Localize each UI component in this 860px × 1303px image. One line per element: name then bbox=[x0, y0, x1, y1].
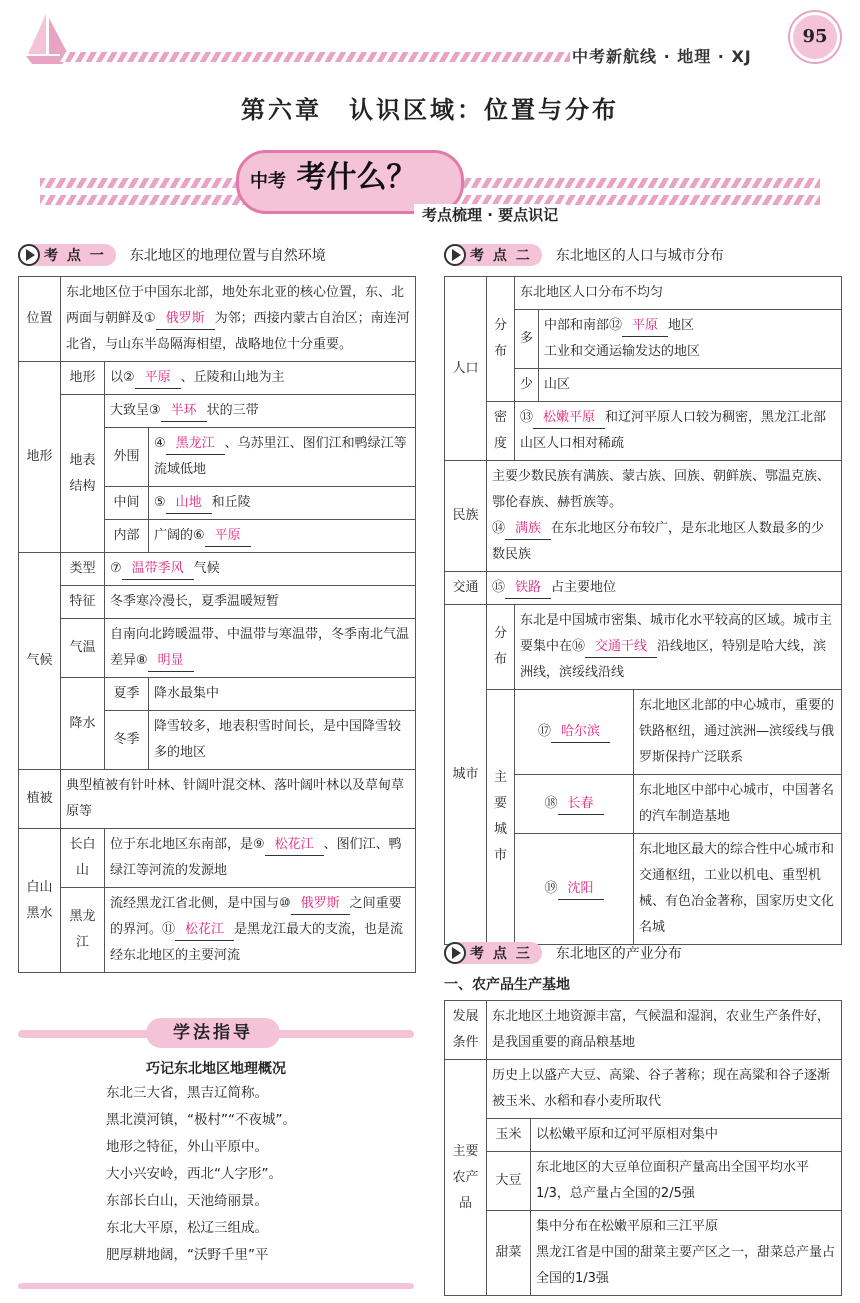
answer-blank: 俄罗斯 bbox=[156, 309, 215, 330]
answer-blank: 满族 bbox=[505, 519, 551, 540]
cell-text: 黑龙江省是中国的甜菜主要产区之一，甜菜总产量占全国的1/3强 bbox=[536, 1245, 836, 1286]
table-row bbox=[445, 402, 842, 461]
cell-text: 集中分布在松嫩平原和三江平原 bbox=[536, 1219, 719, 1234]
cell-text: 和辽河平原人口较为稠密，黑龙江北部山区人口相对稀疏 bbox=[520, 410, 827, 451]
play-icon bbox=[444, 942, 466, 964]
table-row bbox=[445, 1060, 842, 1119]
section2-pill bbox=[444, 244, 542, 266]
beet-label: 甜菜 bbox=[487, 1211, 531, 1296]
soy-label: 大豆 bbox=[487, 1152, 531, 1211]
poem-line: 大小兴安岭，西北“人字形”。 bbox=[106, 1166, 282, 1182]
section3-pill bbox=[444, 942, 542, 964]
outer-label: 外围 bbox=[105, 428, 149, 487]
inner-cell bbox=[149, 520, 416, 553]
table-row bbox=[445, 461, 842, 572]
winter-label: 冬季 bbox=[105, 711, 149, 770]
summer-label: 夏季 bbox=[105, 678, 149, 711]
page-header bbox=[0, 0, 860, 80]
cell-text: 、乌苏里江、图们江和鸭绿江等流域低地 bbox=[154, 436, 407, 477]
pos-text: 东北地区位于中国东北部，地处东北亚的核心位置，东、北两面与朝鲜及① bbox=[66, 285, 405, 326]
cell-text: ⑮ bbox=[492, 580, 506, 595]
pos-cell bbox=[61, 277, 416, 362]
cell-text: 大致呈③ bbox=[110, 403, 161, 418]
landform-label: 地形 bbox=[61, 362, 105, 395]
dens-label: 密度 bbox=[487, 402, 515, 461]
traffic-cell bbox=[487, 572, 842, 605]
landform-cell bbox=[105, 362, 416, 395]
c18-cell bbox=[515, 775, 634, 834]
cdist-label: 分布 bbox=[487, 605, 515, 690]
answer-blank: 温带季风 bbox=[122, 559, 194, 580]
table-row bbox=[445, 1152, 842, 1211]
cell-text: 之间重要的界河。⑪ bbox=[110, 896, 402, 937]
table-row bbox=[19, 277, 416, 362]
table-row bbox=[19, 888, 416, 973]
table-row bbox=[445, 1211, 842, 1296]
soy-cell: 东北地区的大豆单位面积产量高出全国平均水平1/3，总产量占全国的2/5强 bbox=[531, 1152, 842, 1211]
climate-label: 气候 bbox=[19, 553, 61, 770]
chapter-title: 第六章 认识区域：位置与分布 bbox=[241, 96, 619, 124]
dens-cell bbox=[515, 402, 842, 461]
brand-label: 中考新航线 · 地理 · XJ bbox=[572, 47, 752, 66]
winter-cell: 降雪较多，地表积雪时间长，是中国降雪较多的地区 bbox=[149, 711, 416, 770]
answer-blank: 平原 bbox=[135, 368, 181, 389]
xuefa-subtitle: 巧记东北地区地理概况 bbox=[146, 1061, 286, 1077]
pos-text: 为邻；西接内蒙古自治区；南连河北省，与山东半岛隔海相望，战略地位十分重要。 bbox=[66, 311, 410, 352]
feat-label: 特征 bbox=[61, 586, 105, 619]
cell-text: 广阔的⑥ bbox=[154, 528, 205, 543]
corn-cell: 以松嫩平原和辽河平原相对集中 bbox=[531, 1119, 842, 1152]
table-row bbox=[445, 277, 842, 310]
rain-label: 降水 bbox=[61, 678, 105, 770]
answer-blank: 黑龙江 bbox=[166, 434, 225, 455]
section2-label: 考 点 二 bbox=[470, 248, 532, 264]
veg-cell: 典型植被有针叶林、针阔叶混交林、落叶阔叶林以及草甸草原等 bbox=[61, 770, 416, 829]
poem-line: 东北三大省，黑吉辽简称。 bbox=[106, 1085, 268, 1101]
beet-cell bbox=[531, 1211, 842, 1296]
cond-label: 发展条件 bbox=[445, 1001, 487, 1060]
table-row bbox=[19, 770, 416, 829]
bottom-bar bbox=[18, 1283, 414, 1289]
cell-text: 是黑龙江最大的支流，也是流经东北地区的主要河流 bbox=[110, 922, 404, 963]
section1-label: 考 点 一 bbox=[44, 248, 106, 264]
cell-text: 占主要地位 bbox=[551, 580, 617, 595]
more-cell bbox=[539, 310, 842, 369]
cell-text: ⑱ bbox=[544, 796, 558, 811]
play-icon bbox=[444, 244, 466, 266]
hlj-label: 黑龙江 bbox=[61, 888, 105, 973]
pos-label: 位置 bbox=[19, 277, 61, 362]
temp-cell bbox=[105, 619, 416, 678]
section2-title: 东北地区的人口与城市分布 bbox=[555, 248, 724, 264]
cell-text: ⑤ bbox=[154, 495, 166, 510]
cdist-cell bbox=[515, 605, 842, 690]
cell-text: 位于东北地区东南部，是⑨ bbox=[110, 837, 265, 852]
less-label: 少 bbox=[515, 369, 539, 402]
answer-blank: 明显 bbox=[148, 651, 194, 672]
kao-subtitle: 考点梳理 · 要点识记 bbox=[414, 204, 566, 225]
table-row bbox=[19, 678, 416, 711]
xuefa-poem bbox=[106, 1080, 296, 1269]
table-row bbox=[19, 586, 416, 619]
answer-blank: 铁路 bbox=[505, 578, 551, 599]
cell-text: 、丘陵和山地为主 bbox=[180, 370, 285, 385]
cell-text: 东北是中国城市密集、城市化水平较高的区域。城市主要集中在⑯ bbox=[520, 613, 833, 654]
cell-text: 、图们江、鸭绿江等河流的发源地 bbox=[110, 837, 402, 878]
table-row bbox=[19, 553, 416, 586]
kao-title bbox=[250, 152, 416, 196]
terrain-label: 地形 bbox=[19, 362, 61, 553]
section2-table bbox=[444, 276, 842, 945]
middle-cell bbox=[149, 487, 416, 520]
cell-text: ④ bbox=[154, 436, 166, 451]
cell-text: ⑦ bbox=[110, 561, 122, 576]
poem-line: 东部长白山，天池绮丽景。 bbox=[106, 1193, 268, 1209]
temp-label: 气温 bbox=[61, 619, 105, 678]
dist-cell: 东北地区人口分布不均匀 bbox=[515, 277, 842, 310]
section1-table bbox=[18, 276, 416, 973]
xuefa-title: 学法指导 bbox=[146, 1018, 280, 1048]
surface-cell bbox=[105, 395, 416, 428]
cell-text: 中部和南部⑫ bbox=[544, 318, 623, 333]
section3-header bbox=[444, 942, 682, 964]
header-stripe bbox=[60, 52, 570, 62]
answer-blank: 沈阳 bbox=[558, 879, 604, 900]
table-row bbox=[19, 362, 416, 395]
cell-text: 主要少数民族有满族、蒙古族、回族、朝鲜族、鄂温克族、鄂伦春族、赫哲族等。 bbox=[492, 469, 831, 510]
answer-blank: 平原 bbox=[205, 526, 251, 547]
dist-label: 分布 bbox=[487, 277, 515, 402]
answer-blank: 长春 bbox=[558, 794, 604, 815]
cell-text: ⑰ bbox=[537, 724, 551, 739]
kao-main: 考什么？ bbox=[296, 160, 417, 195]
section1-header bbox=[18, 244, 326, 266]
surface-label: 地表结构 bbox=[61, 395, 105, 553]
cell-text: 自南向北跨暖温带、中温带与寒温带，冬季南北气温差异⑧ bbox=[110, 627, 410, 668]
city-label: 城市 bbox=[445, 605, 487, 945]
cell-text: 在东北地区分布较广，是东北地区人数最多的少数民族 bbox=[492, 521, 825, 562]
type-label: 类型 bbox=[61, 553, 105, 586]
cell-text: 气候 bbox=[193, 561, 220, 576]
answer-blank: 松嫩平原 bbox=[533, 408, 605, 429]
inner-label: 内部 bbox=[105, 520, 149, 553]
c19-cell bbox=[515, 834, 634, 945]
type-cell bbox=[105, 553, 416, 586]
cell-text: ⑲ bbox=[544, 881, 558, 896]
hist-cell: 历史上以盛产大豆、高粱、谷子著称；现在高粱和谷子逐渐被玉米、水稻和春小麦所取代 bbox=[487, 1060, 842, 1119]
summer-cell: 降水最集中 bbox=[149, 678, 416, 711]
cbs-label: 长白山 bbox=[61, 829, 105, 888]
cell-text: 和丘陵 bbox=[211, 495, 251, 510]
eth-cell bbox=[487, 461, 842, 572]
less-cell: 山区 bbox=[539, 369, 842, 402]
c19-desc: 东北地区最大的综合性中心城市和交通枢纽，工业以机电、重型机械、有色冶金著称，国家历史文化名城 bbox=[634, 834, 842, 945]
answer-blank: 松花江 bbox=[175, 920, 234, 941]
section3-table bbox=[444, 1000, 842, 1296]
cell-text: ⑭ bbox=[492, 521, 506, 536]
bs-label: 白山黑水 bbox=[19, 829, 61, 973]
cell-text: 沿线地区，特别是哈大线，滨洲线，滨绥线沿线 bbox=[520, 639, 827, 680]
answer-blank: 山地 bbox=[166, 493, 212, 514]
section1-title: 东北地区的地理位置与自然环境 bbox=[129, 248, 326, 264]
outer-cell bbox=[149, 428, 416, 487]
section3-subhead: 一、农产品生产基地 bbox=[444, 977, 570, 993]
answer-blank: 交通干线 bbox=[585, 637, 657, 658]
table-row bbox=[19, 619, 416, 678]
table-row bbox=[19, 395, 416, 428]
hlj-cell bbox=[105, 888, 416, 973]
table-row bbox=[19, 829, 416, 888]
table-row bbox=[445, 1001, 842, 1060]
answer-blank: 哈尔滨 bbox=[551, 722, 610, 743]
middle-label: 中间 bbox=[105, 487, 149, 520]
answer-blank: 俄罗斯 bbox=[291, 894, 350, 915]
cbs-cell bbox=[105, 829, 416, 888]
cell-text: 状的三带 bbox=[206, 403, 259, 418]
c17-cell bbox=[515, 690, 634, 775]
table-row bbox=[445, 605, 842, 690]
section3-label: 考 点 三 bbox=[470, 946, 532, 962]
crops-label: 主要农产品 bbox=[445, 1060, 487, 1296]
kao-prefix: 中考 bbox=[250, 171, 286, 192]
cell-text: 地区 bbox=[668, 318, 695, 333]
more-label: 多 bbox=[515, 310, 539, 369]
veg-label: 植被 bbox=[19, 770, 61, 829]
cell-text: 流经黑龙江省北侧，是中国与⑩ bbox=[110, 896, 291, 911]
play-icon bbox=[18, 244, 40, 266]
section3-title: 东北地区的产业分布 bbox=[555, 946, 682, 962]
section2-header bbox=[444, 244, 724, 266]
c17-desc: 东北地区北部的中心城市，重要的铁路枢纽，通过滨洲—滨绥线与俄罗斯保持广泛联系 bbox=[634, 690, 842, 775]
poem-line: 肥厚耕地阔，“沃野千里”平 bbox=[106, 1247, 269, 1263]
cell-text: 工业和交通运输发达的地区 bbox=[544, 344, 701, 359]
corn-label: 玉米 bbox=[487, 1119, 531, 1152]
answer-blank: 松花江 bbox=[265, 835, 324, 856]
answer-blank: 平原 bbox=[622, 316, 668, 337]
c18-desc: 东北地区中部中心城市，中国著名的汽车制造基地 bbox=[634, 775, 842, 834]
main-city-label: 主要城市 bbox=[487, 690, 515, 945]
answer-blank: 半环 bbox=[161, 401, 207, 422]
eth-label: 民族 bbox=[445, 461, 487, 572]
pop-label: 人口 bbox=[445, 277, 487, 461]
table-row bbox=[445, 1119, 842, 1152]
table-row bbox=[445, 572, 842, 605]
poem-line: 黑北漠河镇，“极村”“不夜城”。 bbox=[106, 1112, 296, 1128]
page-number: 95 bbox=[790, 12, 840, 62]
table-row bbox=[445, 690, 842, 775]
poem-line: 东北大平原，松辽三组成。 bbox=[106, 1220, 268, 1236]
feat-cell: 冬季寒冷漫长，夏季温暖短暂 bbox=[105, 586, 416, 619]
cond-cell: 东北地区土地资源丰富，气候温和湿润，农业生产条件好，是我国重要的商品粮基地 bbox=[487, 1001, 842, 1060]
poem-line: 地形之特征，外山平原中。 bbox=[106, 1139, 268, 1155]
traffic-label: 交通 bbox=[445, 572, 487, 605]
section1-pill bbox=[18, 244, 116, 266]
cell-text: 以② bbox=[110, 370, 135, 385]
cell-text: ⑬ bbox=[520, 410, 534, 425]
